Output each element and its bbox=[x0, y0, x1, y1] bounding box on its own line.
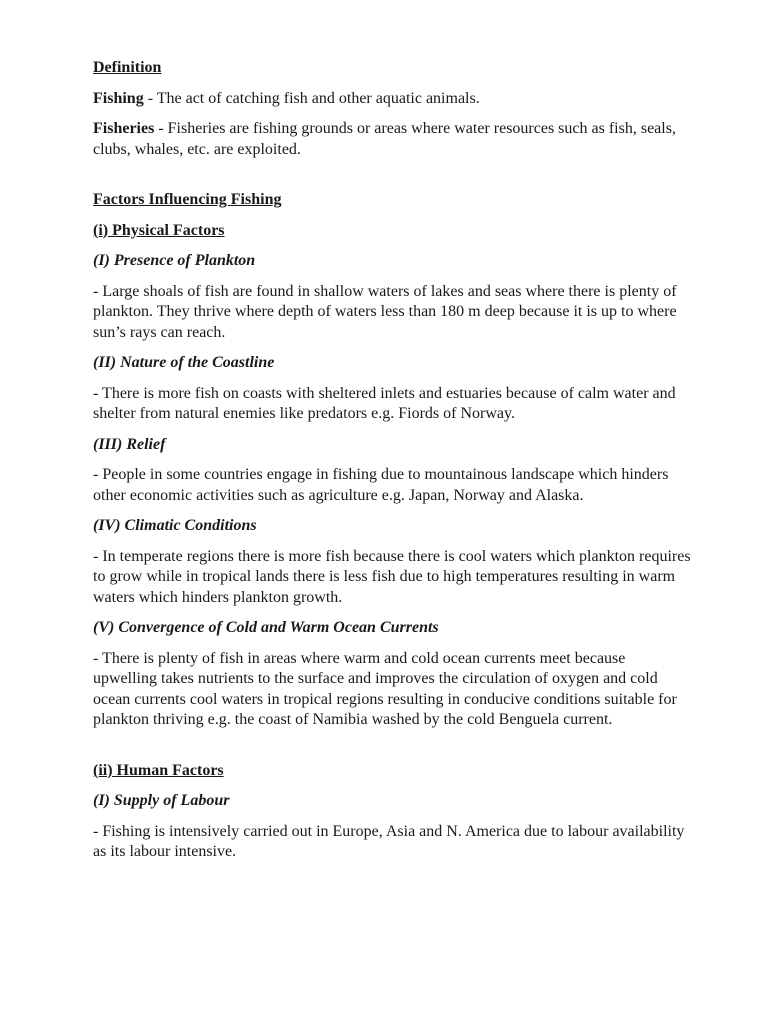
physical-factors-heading: (i) Physical Factors bbox=[93, 221, 225, 239]
fisheries-definition bbox=[93, 119, 693, 160]
section-spacer bbox=[93, 741, 693, 761]
factor-text-currents: - There is plenty of fish in areas where warm and cold ocean currents meet because upwelling takes nutrients to the surface and improves the circulation of oxygen and cold ocean currents cool waters in tropical regions resulting in conducive conditions suitable for plankton thriving e.g. the coast of Namibia washed by the cold Benguela current. bbox=[93, 649, 677, 728]
factor-text-coastline: - There is more fish on coasts with sheltered inlets and estuaries because of calm water and shelter from natural enemies like predators e.g. Fiords of Norway. bbox=[93, 384, 676, 422]
factor-text-plankton: - Large shoals of fish are found in shallow waters of lakes and seas where there is plenty of plankton. They thrive where depth of waters less than 180 m deep because it is up to where sun’s rays can reach. bbox=[93, 282, 677, 341]
factors-heading: Factors Influencing Fishing bbox=[93, 191, 282, 208]
fisheries-text: - Fisheries are fishing grounds or areas where water resources such as fish, seals, clubs, whales, etc. are exploited. bbox=[93, 120, 676, 158]
factor-title-relief: (III) Relief bbox=[93, 435, 166, 453]
factor-text-relief: - People in some countries engage in fishing due to mountainous landscape which hinders other economic activities such as agriculture e.g. Japan, Norway and Alaska. bbox=[93, 466, 669, 504]
factor-text-climate: - In temperate regions there is more fish because there is cool waters which plankton requires to grow while in tropical lands there is less fish due to high temperatures resulting in warm waters which hinders plankton growth. bbox=[93, 547, 691, 606]
section-spacer bbox=[93, 170, 693, 190]
fishing-text: - The act of catching fish and other aquatic animals. bbox=[143, 89, 480, 107]
document-page bbox=[93, 58, 693, 873]
factor-title-plankton: (I) Presence of Plankton bbox=[93, 252, 256, 269]
definition-heading: Definition bbox=[93, 59, 162, 76]
fisheries-term: Fisheries bbox=[93, 120, 155, 137]
factor-title-climate: (IV) Climatic Conditions bbox=[93, 517, 257, 534]
human-factors-heading: (ii) Human Factors bbox=[93, 761, 224, 779]
factor-title-currents: (V) Convergence of Cold and Warm Ocean Currents bbox=[93, 619, 439, 636]
factor-text-labour: - Fishing is intensively carried out in Europe, Asia and N. America due to labour availability as its labour intensive. bbox=[93, 822, 685, 860]
fishing-definition bbox=[93, 89, 693, 110]
factor-title-coastline: (II) Nature of the Coastline bbox=[93, 354, 275, 371]
fishing-term: Fishing bbox=[93, 89, 144, 107]
factor-title-labour: (I) Supply of Labour bbox=[93, 792, 230, 809]
